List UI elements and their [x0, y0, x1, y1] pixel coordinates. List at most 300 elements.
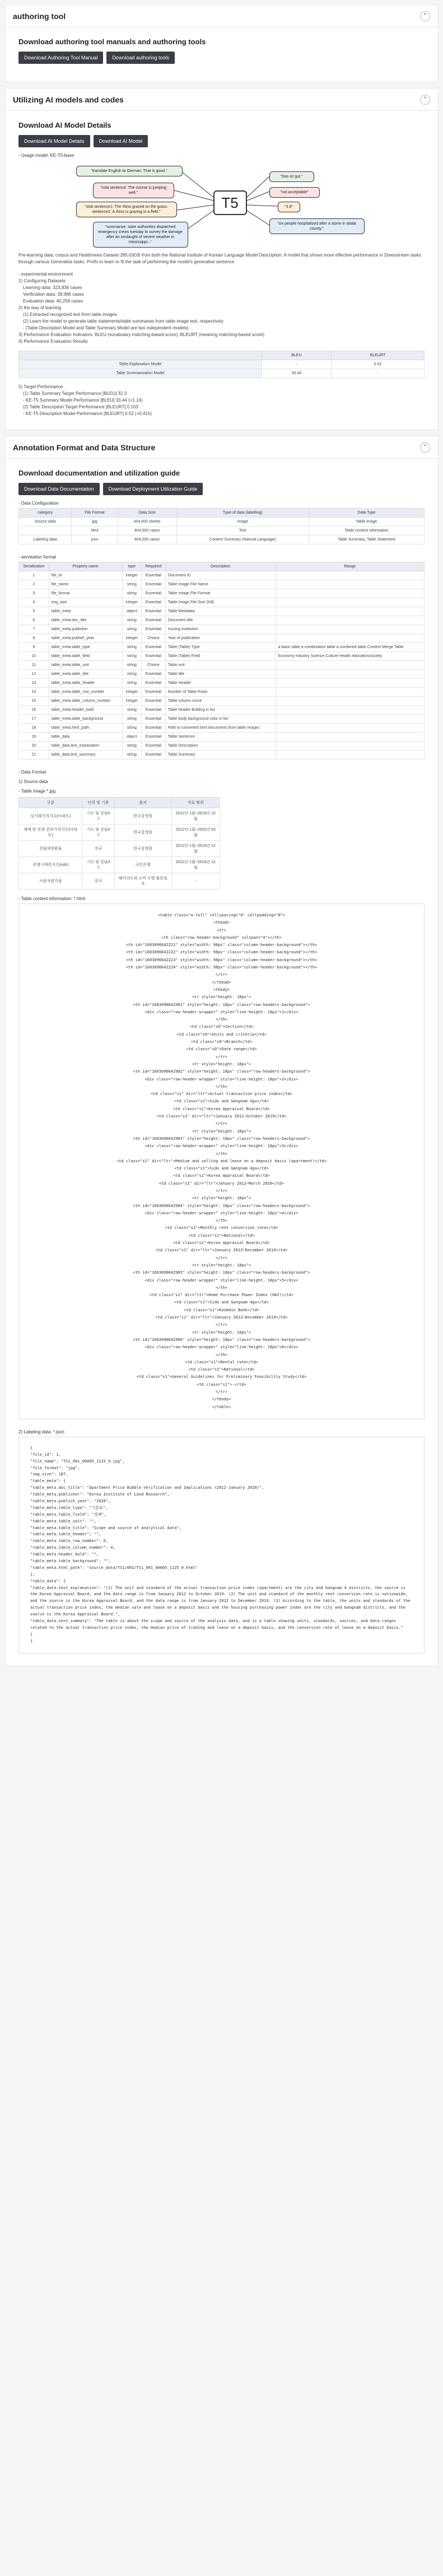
- model-description: Pre-learning data: corpus and Healthnews Dataset 285.03GB from both the National Institute of Korean Language Model Description: A model that shows more effective performance in Downstream tasks through various Generative tasks. Prefix to learn to fit the task of performing the model's generative sentence: [18, 253, 421, 264]
- table-row: [19, 873, 220, 889]
- table-cell: 11: [19, 661, 49, 670]
- code-line: <td class="s1">National</td>: [188, 1367, 255, 1372]
- environment-line: 2) the way of learning: [18, 305, 62, 310]
- table-cell: 404,000 cases: [118, 535, 176, 544]
- table-cell: string: [122, 625, 142, 634]
- table-row: [19, 679, 425, 688]
- table-header-cell: 출처: [114, 798, 171, 808]
- authoring-header[interactable]: [5, 5, 438, 27]
- table-cell: 16: [19, 706, 49, 715]
- table-cell: [276, 616, 424, 625]
- code-line: </th>: [215, 1084, 228, 1089]
- authoring-title: authoring tool: [13, 11, 66, 21]
- download-utilization-guide-button[interactable]: Download Deployment Utilization Guide: [103, 483, 203, 495]
- table-cell: Economy Industry Science Culture Health education/society: [276, 652, 424, 661]
- table-header-cell: 자료 범위: [171, 798, 220, 808]
- table-row: [19, 661, 425, 670]
- table-cell: 20: [19, 742, 49, 751]
- table-cell: Essential: [142, 724, 166, 733]
- table-cell: 한국감정원: [114, 841, 171, 857]
- table-header-cell: Data Size: [118, 509, 176, 518]
- table-cell: object: [122, 607, 142, 616]
- arrow-line: [174, 190, 213, 201]
- table-cell: file_name: [49, 580, 122, 589]
- code-line: "img_size": 187,: [30, 1472, 68, 1477]
- annotation-title: Annotation Format and Data Structure: [13, 442, 156, 452]
- code-line: <th id="1603096642984" style="height: 18px" class="row-headers-background">: [133, 1203, 310, 1208]
- output-translate: "Das ist gut.": [269, 171, 314, 182]
- table-cell: 404,000 cases: [118, 527, 176, 535]
- perf-cell: 33.44: [262, 369, 331, 378]
- table-cell: 3: [19, 589, 49, 598]
- arrow-line: [247, 176, 269, 197]
- table-cell: table_data.text_explanation: [49, 742, 122, 751]
- table-row: [19, 625, 425, 634]
- table-cell: Essential: [142, 607, 166, 616]
- code-line: <td class="s1">Rental rate</td>: [185, 1359, 258, 1364]
- code-line: <div class="row-header-wrapper" style="line-height: 18px">5</div>: [144, 1278, 299, 1283]
- table-cell: Choice: [142, 661, 166, 670]
- table-cell: 주택구매력지수(HAI): [19, 857, 82, 873]
- table-cell: [276, 706, 424, 715]
- table-row: [19, 857, 220, 873]
- table-cell: file_id: [49, 571, 122, 580]
- perf-cell: 0.52: [331, 360, 424, 369]
- code-line: <div class="row-header-wrapper" style="line-height: 18px">4</div>: [144, 1210, 299, 1215]
- table-row: [19, 706, 425, 715]
- ai-models-header[interactable]: [5, 88, 438, 111]
- target-performance: [18, 384, 425, 417]
- table-cell: 7: [19, 625, 49, 634]
- table-cell: Issuing Institution: [165, 625, 276, 634]
- table-cell: table_meta.table_background: [49, 715, 122, 724]
- code-line: "table_meta.table_background": "",: [30, 1559, 111, 1564]
- table-cell: 5: [19, 607, 49, 616]
- table-cell: table_meta.table_header: [49, 679, 122, 688]
- table-cell: string: [122, 706, 142, 715]
- code-line: </tr>: [215, 1188, 228, 1193]
- target-line: - KE-T5 Summary Model Performance [BLEU] 33.44 (+1.14): [23, 398, 143, 403]
- input-stsb: "stsb sentence1: The rhino grazed on the grass. sentence2: A rhino is grazing in a field.": [76, 202, 177, 217]
- code-line: <th id="1603096642981" style="height: 18px" class="row-headers-background">: [133, 1002, 310, 1007]
- download-data-documentation-button[interactable]: Download Data Documentation: [18, 483, 100, 495]
- code-line: <th id="1603096642983" style="height: 18px" class="row-headers-background">: [133, 1136, 310, 1141]
- code-line: <tr style="height: 18px">: [192, 1129, 251, 1134]
- code-line: "table_data.text_summary": "The table is about the scope and source of the analysis data, and is a table showing units, standards, sources, and data ranges related to the actual transaction price index, the median price of trading and lease on a deposit basis, and the conversion rate of lease on a deposit basis.": [30, 1619, 403, 1630]
- table-cell: Essential: [142, 571, 166, 580]
- code-line: <div class="row-header-wrapper" style="line-height: 18px">3</div>: [144, 1144, 299, 1149]
- output-cola: "not acceptable": [269, 187, 320, 198]
- code-line: <td class="s1">-</td>: [197, 1382, 246, 1387]
- authoring-subtitle: Download authoring tool manuals and authoring tools: [18, 38, 206, 46]
- code-line: <td class="s0">Date range</td>: [186, 1047, 257, 1052]
- table-cell: 404,000 sheets: [118, 518, 176, 527]
- code-line: </th>: [215, 1218, 228, 1223]
- download-ai-model-details-button[interactable]: Download AI Model Details: [18, 135, 90, 147]
- table-cell: 2012년 1월~2019년 10월: [171, 808, 220, 824]
- table-cell: [19, 527, 72, 535]
- table-cell: 전월세전환율: [19, 841, 82, 857]
- table-cell: string: [122, 724, 142, 733]
- table-cell: 8: [19, 634, 49, 643]
- table-row: [19, 751, 425, 760]
- download-authoring-tools-button[interactable]: Download authoring tools: [106, 52, 175, 64]
- perf-cell: -: [331, 369, 424, 378]
- source-data-label: 1) Source data: [18, 779, 48, 784]
- environment-line: (1) Extracted recognized text from table images: [23, 312, 118, 317]
- chevron-up-icon[interactable]: ⌃: [420, 95, 430, 105]
- code-line: <th id="1603096642222" style="width: 98px" class="column-header-background"></th>: [125, 950, 318, 955]
- table-cell: 6: [19, 616, 49, 625]
- code-line: }: [30, 1632, 33, 1637]
- table-cell: Table (Table) Type: [165, 643, 276, 652]
- table-cell: html: [72, 527, 118, 535]
- annotation-subtitle: Download documentation and utilization guide: [18, 469, 180, 477]
- code-line: "table_meta.publish_year": "2020",: [30, 1499, 111, 1504]
- table-cell: img_size: [49, 598, 122, 607]
- table-cell: table_meta.table_field: [49, 652, 122, 661]
- table-cell: json: [72, 535, 118, 544]
- code-line: "table_data": {: [30, 1578, 66, 1583]
- table-cell: string: [122, 652, 142, 661]
- table-cell: string: [122, 715, 142, 724]
- code-line: <td class="s1" dir="ltr">January 2012~December 2019</td>: [155, 1248, 288, 1253]
- code-line: <td class="s1">Sido and Gangnam 4gu</td>: [174, 1099, 269, 1104]
- ai-models-subtitle: Download AI Model Details: [18, 121, 111, 129]
- code-line: "table_data.text_explanation": "(1) The unit and standard of the actual transaction price index (apartment) are the city and Gangnam 4 districts, the source is the Korea Appraisal Board, and the data range is from January 2012 to October 2019. (2) The unit and standard of the monthly rent conversion rate is nationwide, and the source is the Korea Appraisal Board, and the data range is from January 2012 to December 2019. (3) According to the table, the units and standards of the actual transaction price index, the median sale and lease on a deposit basis and the housing purchasing power index are the city and Gangnam districts, and the source is the Korea Appraisal Board.",: [30, 1585, 411, 1617]
- download-authoring-manual-button[interactable]: Download Authoring Tool Manual: [18, 52, 103, 64]
- table-row: [19, 688, 425, 697]
- data-config-table: [18, 508, 425, 544]
- code-line: <th id="1603096642223" style="width: 98px" class="column-header-background"></th>: [125, 957, 318, 962]
- table-cell: string: [122, 751, 142, 760]
- code-line: <tbody>: [213, 987, 230, 992]
- table-cell: Essential: [142, 616, 166, 625]
- table-header-cell: category: [19, 509, 72, 518]
- table-cell: Table Sentence: [165, 733, 276, 742]
- table-row: [19, 808, 220, 824]
- table-cell: integer: [122, 697, 142, 706]
- labeling-label: 2) Labeling data: *.json: [18, 1429, 64, 1434]
- table-cell: Table Description: [165, 742, 276, 751]
- table-row: [19, 715, 425, 724]
- table-cell: 4: [19, 598, 49, 607]
- code-line: </tr>: [215, 1390, 228, 1394]
- table-cell: 1: [19, 571, 49, 580]
- environment-line: Learning data: 323,836 cases: [23, 285, 82, 290]
- code-line: "file_format": "jpg",: [30, 1465, 80, 1470]
- table-cell: Path to converted html documents from table images: [165, 724, 276, 733]
- table-header-cell: Type of data (labelling): [176, 509, 309, 518]
- arrow-line: [177, 205, 213, 210]
- table-header-cell: 단위 및 기준: [82, 798, 114, 808]
- table-cell: Table Summary: [165, 751, 276, 760]
- code-line: <div class="row-header-wrapper" style="line-height: 18px">2</div>: [144, 1077, 299, 1082]
- table-cell: Table title: [165, 670, 276, 679]
- table-cell: [276, 634, 424, 643]
- code-line: "table_meta.table_column_number": 4,: [30, 1545, 115, 1550]
- arrow-line: [247, 205, 278, 206]
- code-line: <tr style="height: 18px">: [192, 995, 251, 1000]
- code-line: "table_meta.html_path": "source_data/TS1/001/TS1_001_00005_1125_0.html": [30, 1565, 198, 1570]
- code-line: "table_meta.table_type": "기본표",: [30, 1505, 108, 1510]
- table-cell: a basic table a combination table a combined table Content Merge Table: [276, 643, 424, 652]
- html-label: - Table content information: *.html: [18, 896, 86, 901]
- table-cell: [276, 607, 424, 616]
- table-cell: -: [171, 873, 220, 889]
- table-row: [19, 634, 425, 643]
- table-cell: [276, 688, 424, 697]
- code-line: "table_meta.table_field": "경제",: [30, 1512, 106, 1517]
- code-line: <td class="s1">Monthly rent conversion rate</td>: [165, 1226, 278, 1231]
- table-row: [19, 527, 425, 535]
- perf-cell: Table Explanation Model: [19, 360, 262, 369]
- target-line: - KE-T5 Description Model Performance [BLEURT] 0.52 (+0.415): [23, 411, 152, 416]
- code-line: {: [30, 1445, 33, 1450]
- target-line: 5) Target Performance: [18, 384, 63, 389]
- perf-cell: Table Summarization Model: [19, 369, 262, 378]
- table-cell: Table unit: [165, 661, 276, 670]
- table-cell: Number of Table Rows: [165, 688, 276, 697]
- table-cell: 19: [19, 733, 49, 742]
- arrow-line: [247, 211, 269, 225]
- code-line: <td class="s1">General Guidelines for Preliminary Feasibility Study</td>: [136, 1375, 307, 1380]
- table-cell: string: [122, 661, 142, 670]
- table-header-cell: Required: [142, 562, 166, 571]
- code-line: </tbody>: [212, 1397, 231, 1402]
- code-line: <td class="s1">Korea Appraisal Board</td>: [173, 1106, 270, 1111]
- output-summarize: "six people hospitalized after a storm in attala county.": [269, 218, 365, 234]
- table-cell: 2012년 1월~2019년 12월: [171, 857, 220, 873]
- format-label: - annotation format: [18, 555, 57, 560]
- table-cell: Table Metadata: [165, 607, 276, 616]
- code-line: </table>: [212, 1404, 231, 1409]
- table-cell: object: [122, 733, 142, 742]
- table-cell: table_meta: [49, 607, 122, 616]
- ai-models-title: Utilizing AI models and codes: [13, 95, 124, 104]
- table-cell: Table Summary, Table Statement: [309, 535, 424, 544]
- table-cell: integer: [122, 571, 142, 580]
- table-row: [19, 742, 425, 751]
- code-line: <td class="s1">Sido and Gangnam 4gu</td>: [174, 1300, 269, 1305]
- code-line: <th id="1603096642982" style="height: 18px" class="row-headers-background">: [133, 1069, 310, 1074]
- table-cell: Table header Bolding in list: [165, 706, 276, 715]
- code-line: <td class="s1" dir="ltr">Home Purchase Power Index (HAI)</td>: [149, 1293, 294, 1298]
- environment-list: [18, 271, 425, 345]
- code-line: </tr>: [215, 1255, 228, 1260]
- code-line: <td class="s1" dir="ltr">January 2012~December 2019</td>: [155, 1315, 288, 1320]
- source-sample-table: [18, 797, 220, 889]
- data-format-label: - Data Format: [18, 770, 46, 775]
- table-cell: Labeling data: [19, 535, 72, 544]
- table-row: [19, 598, 425, 607]
- table-cell: [276, 580, 424, 589]
- table-cell: 18: [19, 724, 49, 733]
- table-cell: Essential: [142, 751, 166, 760]
- perf-header: BLEU: [262, 351, 331, 360]
- table-row: [19, 824, 220, 841]
- code-line: <thead>: [213, 920, 230, 925]
- download-ai-model-button[interactable]: Download AI Model: [94, 135, 148, 147]
- environment-line: (2) Learn the model to generate table statements/table summaries from table image text, respectively: [23, 319, 223, 324]
- table-cell: Table body background color in list: [165, 715, 276, 724]
- table-cell: Choice: [142, 634, 166, 643]
- table-cell: table_meta.table_row_number: [49, 688, 122, 697]
- table-cell: Table Image File Size (KB): [165, 598, 276, 607]
- table-cell: Table (Table) Field: [165, 652, 276, 661]
- html-code-block: [18, 903, 425, 1419]
- table-cell: Table Image File Name: [165, 580, 276, 589]
- table-cell: integer: [122, 634, 142, 643]
- table-cell: 21: [19, 751, 49, 760]
- code-line: </th>: [215, 1151, 228, 1156]
- table-cell: table_meta.table_type: [49, 643, 122, 652]
- code-line: <td class="s1">Sido and Gangnam 4gu</td>: [174, 1166, 269, 1171]
- table-cell: 10: [19, 652, 49, 661]
- output-stsb: "3.8": [278, 202, 300, 212]
- annotation-header[interactable]: [5, 436, 438, 459]
- table-cell: Table Image File Format: [165, 589, 276, 598]
- code-line: <td class="s1">Korea Appraisal Board</td>: [173, 1241, 270, 1246]
- environment-line: Verification data: 39,986 cases: [23, 292, 84, 297]
- perf-cell: -: [262, 360, 331, 369]
- table-cell: Table content information: [309, 527, 424, 535]
- code-line: <td class="s1" dir="ltr">January 2012~October 2019</td>: [156, 1114, 287, 1119]
- table-cell: string: [122, 742, 142, 751]
- table-cell: Essential: [142, 733, 166, 742]
- table-cell: Document ID: [165, 571, 276, 580]
- table-cell: 17: [19, 715, 49, 724]
- table-cell: [276, 751, 424, 760]
- table-cell: Year of publication: [165, 634, 276, 643]
- arrow-line: [247, 192, 269, 201]
- table-cell: string: [122, 616, 142, 625]
- table-cell: Image: [176, 518, 309, 527]
- table-cell: table_meta.table_column_number: [49, 697, 122, 706]
- table-row: [19, 841, 220, 857]
- t5-model-box: T5: [213, 190, 247, 215]
- table-cell: 12: [19, 670, 49, 679]
- table-image-label: - Table image *.jpg: [18, 789, 56, 794]
- table-cell: integer: [122, 688, 142, 697]
- table-cell: 한국감정원: [114, 824, 171, 841]
- code-line: <th class="row-header-background" colspan="4"></th>: [161, 935, 282, 940]
- table-row: [19, 580, 425, 589]
- table-cell: 사용자평가율: [19, 873, 82, 889]
- table-cell: 시도 및 강남4구: [82, 808, 114, 824]
- table-cell: 전국: [82, 873, 114, 889]
- table-header-cell: 구분: [19, 798, 82, 808]
- table-row: [19, 643, 425, 652]
- table-cell: 헤어리도와 소비 수행 출동업자: [114, 873, 171, 889]
- table-cell: 14: [19, 688, 49, 697]
- usage-model-label: - Usage model: KE-T5-base: [18, 153, 74, 158]
- table-row: [19, 670, 425, 679]
- code-line: </tr>: [215, 1322, 228, 1327]
- table-header-cell: Range: [276, 562, 424, 571]
- table-cell: table_data: [49, 733, 122, 742]
- table-cell: Essential: [142, 742, 166, 751]
- table-cell: string: [122, 643, 142, 652]
- code-line: </th>: [215, 1017, 228, 1022]
- target-line: (2) Table Description Target Performance [BLEURT] 0.103: [23, 404, 138, 409]
- table-cell: Essential: [142, 643, 166, 652]
- table-cell: table_data.text_summary: [49, 751, 122, 760]
- table-row: [19, 360, 425, 369]
- table-cell: Essential: [142, 670, 166, 679]
- table-cell: 한국감정원: [114, 808, 171, 824]
- table-cell: string: [122, 679, 142, 688]
- arrow-line: [183, 173, 213, 197]
- chevron-up-icon[interactable]: ⌃: [420, 442, 430, 453]
- t5-diagram: [76, 162, 367, 246]
- chevron-up-icon[interactable]: ⌃: [420, 11, 430, 21]
- code-line: "table_meta.header_bold": "",: [30, 1552, 99, 1557]
- table-cell: Essential: [142, 697, 166, 706]
- code-line: <td class="s1" dir="ltr">Actual transaction price index</td>: [151, 1092, 292, 1097]
- authoring-section: [4, 4, 439, 82]
- code-line: "table_meta.publisher": "Korea Institute of Land Research",: [30, 1492, 170, 1497]
- code-line: <td class="s1">Korea Appraisal Board</td>: [173, 1173, 270, 1178]
- table-cell: Essential: [142, 679, 166, 688]
- table-cell: [276, 742, 424, 751]
- target-line: (1) Table Summary Target Performance [BLEU] 32.3: [23, 391, 127, 396]
- environment-line: 1) Configuring Datasets: [18, 278, 66, 283]
- table-row: [19, 616, 425, 625]
- environment-line: - (Table Description Model and Table Summary Model are two independent models): [23, 325, 189, 330]
- table-cell: Essential: [142, 715, 166, 724]
- table-cell: Essential: [142, 625, 166, 634]
- table-cell: Essential: [142, 706, 166, 715]
- table-row: [19, 607, 425, 616]
- table-cell: 전국: [82, 841, 114, 857]
- table-header-cell: Data Type: [309, 509, 424, 518]
- table-cell: table_meta.publish_year: [49, 634, 122, 643]
- table-cell: file_format: [49, 589, 122, 598]
- json-code-block: [18, 1437, 425, 1653]
- code-line: </tr>: [215, 1054, 228, 1059]
- table-row: [19, 733, 425, 742]
- table-cell: table_meta.html_path: [49, 724, 122, 733]
- table-cell: Table image: [309, 518, 424, 527]
- table-cell: Table Header: [165, 679, 276, 688]
- table-cell: [276, 670, 424, 679]
- table-header-cell: type: [122, 562, 142, 571]
- table-header-cell: Serialization: [19, 562, 49, 571]
- code-line: "table_meta": {: [30, 1479, 66, 1484]
- table-cell: [276, 733, 424, 742]
- code-line: "table_meta.table_title": "Scope and source of analytical data",: [30, 1525, 181, 1530]
- table-cell: jpg: [72, 518, 118, 527]
- table-cell: 매매 및 전세 증위가격지수(아파트): [19, 824, 82, 841]
- table-cell: string: [122, 670, 142, 679]
- annotation-format-table: [18, 562, 425, 760]
- code-line: "table_meta.table_row_number": 6,: [30, 1539, 109, 1544]
- table-cell: table_meta.publisher: [49, 625, 122, 634]
- table-cell: [276, 589, 424, 598]
- table-row: [19, 518, 425, 527]
- table-cell: [276, 679, 424, 688]
- table-cell: table_meta.table_title: [49, 670, 122, 679]
- code-line: <div class="row-header-wrapper" style="line-height: 18px">6</div>: [144, 1345, 299, 1350]
- table-cell: 15: [19, 697, 49, 706]
- performance-table: [18, 351, 425, 378]
- table-cell: [276, 697, 424, 706]
- table-header-cell: Property name: [49, 562, 122, 571]
- perf-header: BLEURT: [331, 351, 424, 360]
- table-row: [19, 724, 425, 733]
- table-cell: table_meta.header_bold: [49, 706, 122, 715]
